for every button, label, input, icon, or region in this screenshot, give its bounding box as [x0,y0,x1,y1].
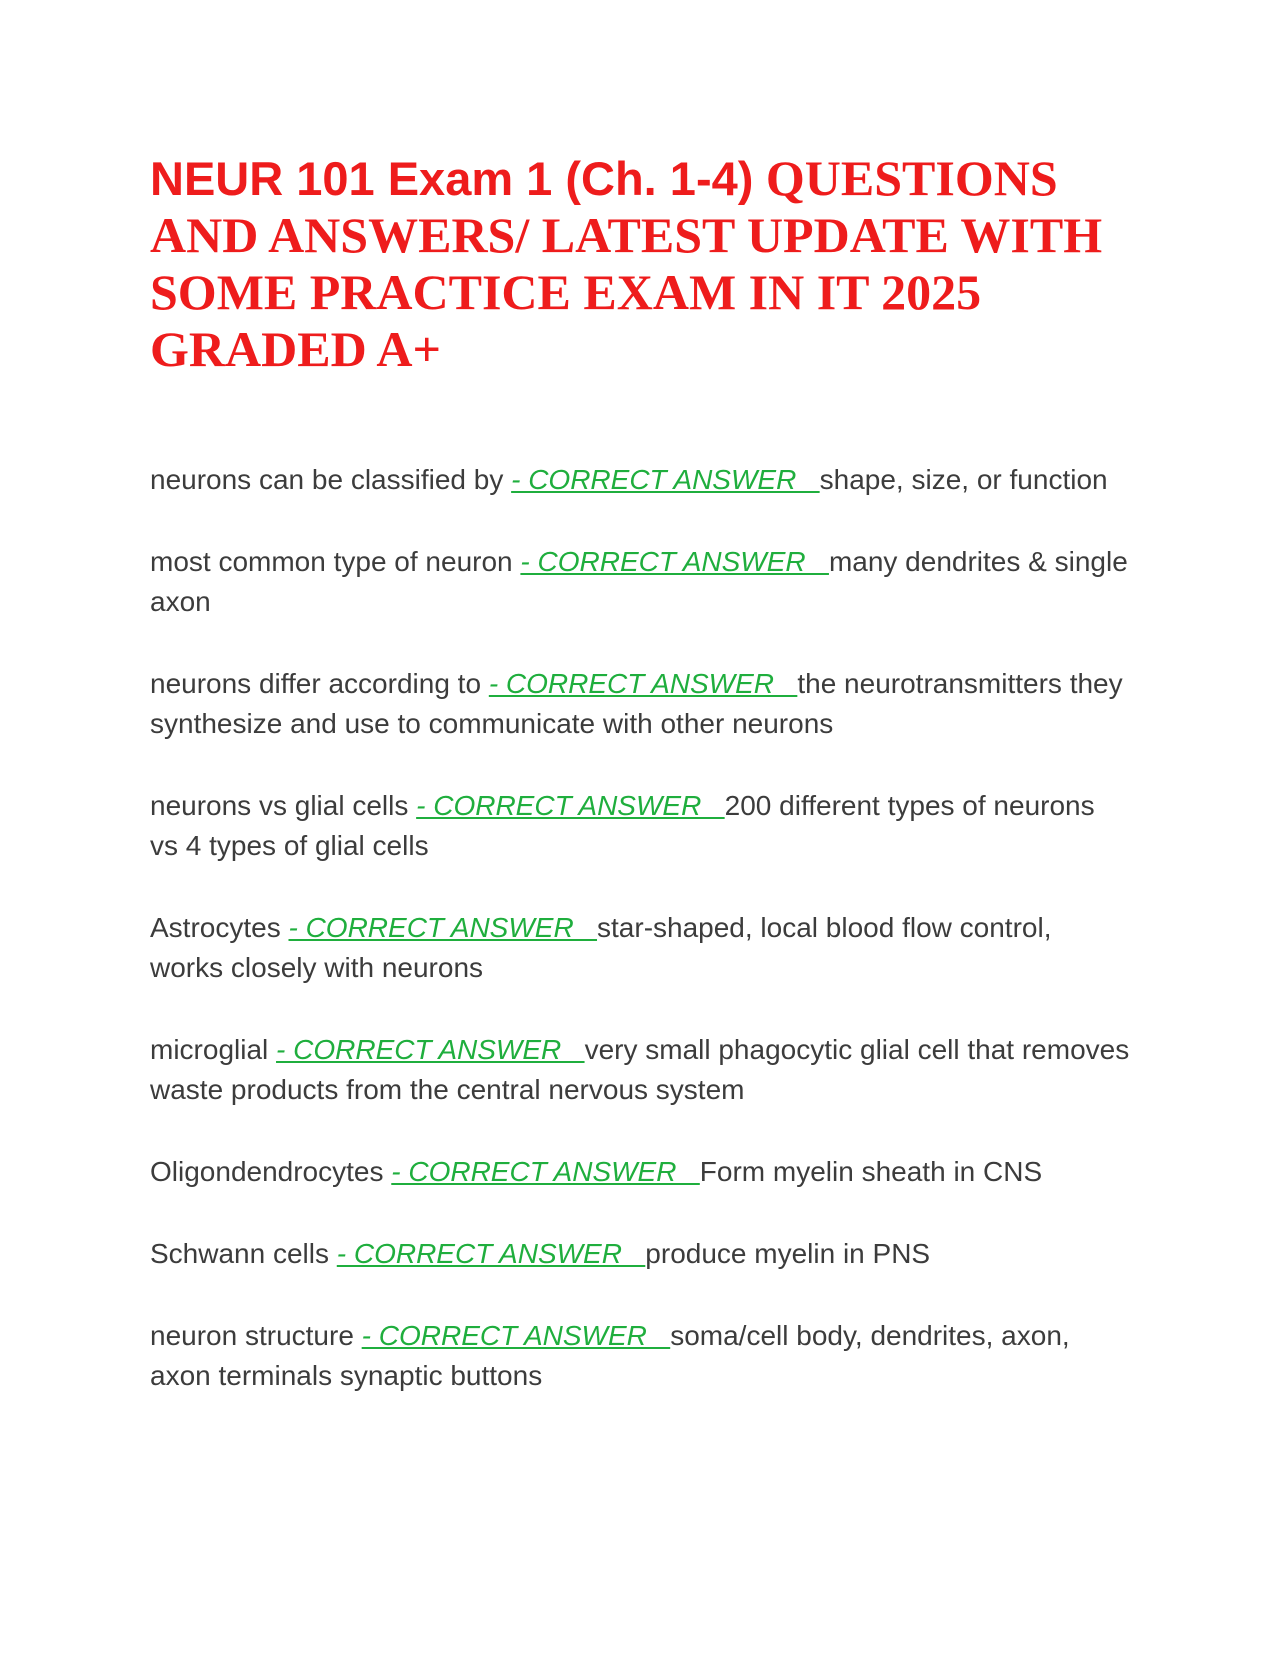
correct-answer-tag: - CORRECT ANSWER [336,1238,646,1269]
title-description-part: QUESTIONS AND ANSWERS/ LATEST UPDATE WITH SOME PRACTICE EXAM IN IT 2025 GRADED A+ [150,150,1103,377]
qa-item [150,1030,1130,1110]
answer-text: Form myelin sheath in CNS [699,1156,1043,1187]
answer-text: the neurotransmitters they synthesize and use to communicate with other neurons [150,668,1123,739]
question-text: microglial [150,1034,269,1065]
question-text: neurons can be classified by [150,464,504,495]
correct-answer-tag: - CORRECT ANSWER [511,464,820,495]
answer-text: soma/cell body, dendrites, axon, axon terminals synaptic buttons [150,1320,1070,1391]
qa-item [150,1152,1130,1192]
answer-text: star-shaped, local blood flow control, works closely with neurons [150,912,1052,983]
correct-answer-tag: - CORRECT ANSWER [391,1156,700,1187]
qa-item [150,1234,1130,1274]
answer-text: 200 different types of neurons vs 4 types of glial cells [150,790,1095,861]
correct-answer-tag: - CORRECT ANSWER [276,1034,585,1065]
question-text: Schwann cells [150,1238,329,1269]
qa-item [150,786,1130,866]
answer-text: shape, size, or function [819,464,1108,495]
question-text: neurons vs glial cells [150,790,409,821]
qa-item [150,664,1130,744]
correct-answer-tag: - CORRECT ANSWER [520,546,829,577]
correct-answer-tag: - CORRECT ANSWER [361,1320,671,1351]
answer-text: produce myelin in PNS [645,1238,931,1269]
answer-text: many dendrites & single axon [150,546,1128,617]
qa-item [150,542,1130,622]
qa-item [150,1316,1130,1396]
title-course-part: NEUR 101 Exam 1 (Ch. 1-4) [150,152,754,205]
answer-text: very small phagocytic glial cell that removes waste products from the central nervous system [150,1034,1130,1105]
correct-answer-tag: - CORRECT ANSWER [288,912,598,943]
question-text: Oligondendrocytes [150,1156,384,1187]
document-page [150,150,1130,1438]
document-title [150,150,1130,378]
question-text: Astrocytes [150,912,281,943]
qa-item [150,460,1130,500]
question-text: neuron structure [150,1320,354,1351]
question-text: most common type of neuron [150,546,513,577]
correct-answer-tag: - CORRECT ANSWER [416,790,725,821]
qa-item [150,908,1130,988]
qa-list [150,460,1130,1396]
correct-answer-tag: - CORRECT ANSWER [488,668,798,699]
question-text: neurons differ according to [150,668,482,699]
